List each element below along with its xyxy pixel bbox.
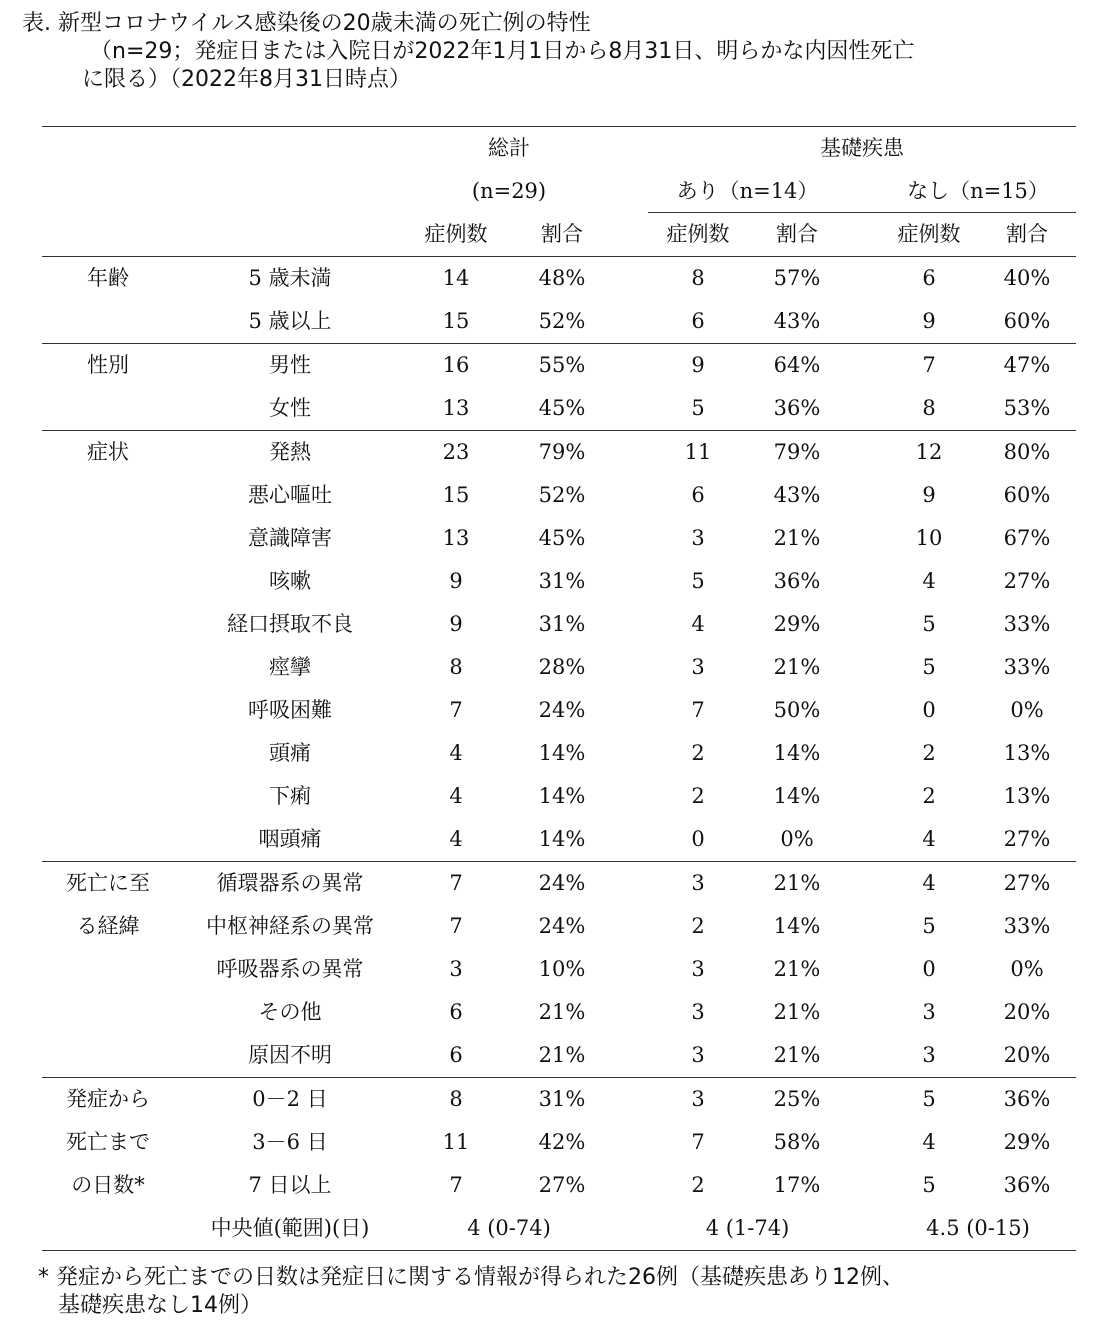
row-label: 中央値(範囲)(日) — [210, 1216, 370, 1240]
ratio-value: 50% — [773, 698, 821, 722]
table-body — [42, 256, 1076, 1251]
row-label: 3－6 日 — [252, 1130, 328, 1154]
table-row — [42, 991, 1076, 1034]
ratio-value: 21% — [773, 1000, 821, 1024]
ratio-value: 43% — [773, 483, 821, 507]
case-count: 6 — [449, 1000, 463, 1024]
case-count: 6 — [922, 266, 936, 290]
ratio-value: 64% — [773, 353, 821, 377]
ratio-value: 21% — [538, 1000, 586, 1024]
section-label: る経緯 — [76, 914, 140, 938]
ratio-value: 14% — [773, 784, 821, 808]
row-label: 7 日以上 — [248, 1173, 332, 1197]
ratio-value: 79% — [773, 440, 821, 464]
ratio-value: 47% — [1003, 353, 1051, 377]
ratio-value: 43% — [773, 309, 821, 333]
table-row — [42, 1078, 1076, 1121]
case-count: 3 — [691, 1043, 705, 1067]
case-count: 7 — [449, 914, 463, 938]
section-group — [42, 256, 1076, 343]
ratio-value: 0% — [1010, 698, 1044, 722]
ratio-value: 33% — [1003, 655, 1051, 679]
case-count: 0 — [922, 957, 936, 981]
ratio-value: 14% — [773, 741, 821, 765]
table-row — [42, 1121, 1076, 1164]
case-count: 6 — [449, 1043, 463, 1067]
section-label: 死亡に至 — [66, 871, 150, 895]
case-count: 0 — [691, 827, 705, 851]
case-count: 4 — [449, 741, 463, 765]
ratio-value: 0% — [1010, 957, 1044, 981]
case-count: 7 — [449, 1173, 463, 1197]
case-count: 4 — [449, 784, 463, 808]
header-row-1 — [42, 127, 1076, 170]
case-count: 3 — [691, 526, 705, 550]
ratio-value: 48% — [538, 266, 586, 290]
footnote-line-1: * 発症から死亡までの日数は発症日に関する情報が得られた26例（基礎疾患あり12例、 — [38, 1265, 904, 1290]
case-count: 6 — [691, 309, 705, 333]
case-count: 9 — [691, 353, 705, 377]
header-ratio-yes: 割合 — [776, 222, 818, 246]
case-count: 5 — [922, 1173, 936, 1197]
ratio-value: 67% — [1003, 526, 1051, 550]
case-count: 15 — [442, 309, 470, 333]
ratio-value: 25% — [773, 1087, 821, 1111]
row-label: 痙攣 — [269, 655, 311, 679]
characteristics-table — [42, 126, 1076, 1251]
ratio-value: 27% — [538, 1173, 586, 1197]
case-count: 2 — [691, 784, 705, 808]
row-label: 循環器系の異常 — [216, 871, 364, 895]
table-row — [42, 560, 1076, 603]
header-total-n: (n=29) — [471, 179, 547, 203]
ratio-value: 24% — [538, 871, 586, 895]
section-group — [42, 430, 1076, 861]
ratio-value: 13% — [1003, 741, 1051, 765]
case-count: 14 — [442, 266, 470, 290]
case-count: 15 — [442, 483, 470, 507]
row-label: 咽頭痛 — [258, 827, 322, 851]
case-count: 2 — [691, 1173, 705, 1197]
case-count: 4 — [922, 827, 936, 851]
row-label: 原因不明 — [248, 1043, 332, 1067]
ratio-value: 36% — [773, 396, 821, 420]
ratio-value: 52% — [538, 483, 586, 507]
case-count: 4 — [449, 827, 463, 851]
case-count: 4 — [922, 569, 936, 593]
header-row-2 — [42, 170, 1076, 213]
case-count: 4 — [922, 1130, 936, 1154]
table-row — [42, 732, 1076, 775]
row-label: 0－2 日 — [252, 1087, 328, 1111]
ratio-value: 45% — [538, 396, 586, 420]
section-label: の日数* — [71, 1173, 145, 1197]
case-count: 9 — [449, 569, 463, 593]
case-count: 7 — [449, 871, 463, 895]
table-row — [42, 775, 1076, 818]
ratio-value: 27% — [1003, 871, 1051, 895]
case-count: 3 — [691, 1087, 705, 1111]
case-count: 23 — [442, 440, 470, 464]
case-count: 5 — [922, 1087, 936, 1111]
header-total: 総計 — [488, 136, 530, 160]
ratio-value: 57% — [773, 266, 821, 290]
case-count: 2 — [691, 914, 705, 938]
header-yes-n: あり（n=14） — [676, 179, 819, 203]
ratio-value: 10% — [538, 957, 586, 981]
ratio-value: 13% — [1003, 784, 1051, 808]
row-label: 男性 — [269, 353, 311, 377]
case-count: 12 — [915, 440, 943, 464]
case-count: 5 — [922, 655, 936, 679]
table-row — [42, 646, 1076, 689]
table-title — [22, 10, 1097, 94]
case-count: 5 — [922, 914, 936, 938]
ratio-value: 40% — [1003, 266, 1051, 290]
case-count: 13 — [442, 396, 470, 420]
section-label: 発症から — [66, 1087, 150, 1111]
ratio-value: 80% — [1003, 440, 1051, 464]
case-count: 9 — [449, 612, 463, 636]
header-row-3 — [42, 213, 1076, 256]
case-count: 7 — [691, 1130, 705, 1154]
ratio-value: 42% — [538, 1130, 586, 1154]
row-label: 発熱 — [269, 440, 311, 464]
table-row — [42, 387, 1076, 430]
ratio-value: 21% — [538, 1043, 586, 1067]
header-underlying: 基礎疾患 — [820, 136, 904, 160]
header-ratio-no: 割合 — [1006, 222, 1048, 246]
ratio-value: 79% — [538, 440, 586, 464]
table-row — [42, 474, 1076, 517]
case-count: 3 — [691, 957, 705, 981]
ratio-value: 14% — [538, 827, 586, 851]
row-label: 5 歳以上 — [248, 309, 332, 333]
row-label: 下痢 — [269, 784, 311, 808]
case-count: 6 — [691, 483, 705, 507]
table-row — [42, 818, 1076, 861]
case-count: 7 — [691, 698, 705, 722]
title-line-3: に限る）（2022年8月31日時点） — [82, 67, 411, 92]
ratio-value: 14% — [773, 914, 821, 938]
case-count: 2 — [922, 784, 936, 808]
row-label: 5 歳未満 — [248, 266, 332, 290]
row-label: 悪心嘔吐 — [248, 483, 332, 507]
table-row — [42, 257, 1076, 300]
title-line-1: 表. 新型コロナウイルス感染後の20歳未満の死亡例の特性 — [22, 11, 591, 36]
case-count: 8 — [922, 396, 936, 420]
case-count: 13 — [442, 526, 470, 550]
footnote — [38, 1264, 1088, 1320]
row-label: 女性 — [269, 396, 311, 420]
ratio-value: 45% — [538, 526, 586, 550]
title-line-2: （n=29；発症日または入院日が2022年1月1日から8月31日、明らかな内因性死亡 — [90, 39, 915, 64]
case-count: 3 — [449, 957, 463, 981]
row-label: 咳嗽 — [269, 569, 311, 593]
case-count: 11 — [442, 1130, 470, 1154]
table-row — [42, 1034, 1076, 1077]
ratio-value: 52% — [538, 309, 586, 333]
case-count: 5 — [691, 569, 705, 593]
ratio-value: 14% — [538, 784, 586, 808]
ratio-value: 27% — [1003, 827, 1051, 851]
median-row — [42, 1207, 1076, 1250]
ratio-value: 27% — [1003, 569, 1051, 593]
median-value: 4.5 (0-15) — [926, 1216, 1030, 1240]
ratio-value: 17% — [773, 1173, 821, 1197]
ratio-value: 31% — [538, 569, 586, 593]
table-row — [42, 862, 1076, 905]
ratio-value: 14% — [538, 741, 586, 765]
case-count: 9 — [922, 483, 936, 507]
case-count: 3 — [691, 1000, 705, 1024]
ratio-value: 29% — [773, 612, 821, 636]
ratio-value: 55% — [538, 353, 586, 377]
case-count: 9 — [922, 309, 936, 333]
ratio-value: 36% — [1003, 1173, 1051, 1197]
case-count: 8 — [449, 1087, 463, 1111]
table-row — [42, 948, 1076, 991]
case-count: 2 — [922, 741, 936, 765]
ratio-value: 60% — [1003, 309, 1051, 333]
case-count: 16 — [442, 353, 470, 377]
case-count: 0 — [922, 698, 936, 722]
ratio-value: 31% — [538, 612, 586, 636]
row-label: 呼吸困難 — [248, 698, 332, 722]
header-cases-yes: 症例数 — [666, 222, 730, 246]
table-row — [42, 1164, 1076, 1207]
ratio-value: 60% — [1003, 483, 1051, 507]
table-row — [42, 517, 1076, 560]
ratio-value: 58% — [773, 1130, 821, 1154]
row-label: 意識障害 — [248, 526, 332, 550]
ratio-value: 33% — [1003, 612, 1051, 636]
ratio-value: 53% — [1003, 396, 1051, 420]
header-cases-no: 症例数 — [897, 222, 961, 246]
ratio-value: 21% — [773, 655, 821, 679]
case-count: 3 — [691, 871, 705, 895]
ratio-value: 21% — [773, 957, 821, 981]
row-label: 呼吸器系の異常 — [216, 957, 364, 981]
row-label: 経口摂取不良 — [227, 612, 353, 636]
header-cases-total: 症例数 — [424, 222, 488, 246]
section-label: 年齢 — [87, 266, 129, 290]
ratio-value: 24% — [538, 698, 586, 722]
section-group — [42, 343, 1076, 430]
ratio-value: 36% — [773, 569, 821, 593]
ratio-value: 21% — [773, 526, 821, 550]
row-label: 頭痛 — [269, 741, 311, 765]
ratio-value: 24% — [538, 914, 586, 938]
section-label: 性別 — [87, 353, 129, 377]
ratio-value: 21% — [773, 871, 821, 895]
case-count: 4 — [922, 871, 936, 895]
table-row — [42, 603, 1076, 646]
ratio-value: 20% — [1003, 1000, 1051, 1024]
case-count: 5 — [922, 612, 936, 636]
section-group — [42, 1077, 1076, 1251]
section-group — [42, 861, 1076, 1077]
case-count: 3 — [922, 1043, 936, 1067]
row-label: 中枢神経系の異常 — [206, 914, 374, 938]
table-row — [42, 344, 1076, 387]
table-row — [42, 689, 1076, 732]
median-value: 4 (0-74) — [467, 1216, 551, 1240]
case-count: 7 — [922, 353, 936, 377]
footnote-line-2: 基礎疾患なし14例） — [58, 1293, 262, 1318]
table-header — [42, 126, 1076, 256]
median-value: 4 (1-74) — [705, 1216, 790, 1240]
header-ratio-total: 割合 — [541, 222, 583, 246]
ratio-value: 21% — [773, 1043, 821, 1067]
section-label: 症状 — [87, 440, 129, 464]
case-count: 4 — [691, 612, 705, 636]
case-count: 3 — [922, 1000, 936, 1024]
row-label: その他 — [258, 1000, 322, 1024]
section-label: 死亡まで — [66, 1130, 150, 1154]
header-no-n: なし（n=15） — [907, 179, 1049, 203]
case-count: 11 — [684, 440, 712, 464]
ratio-value: 28% — [538, 655, 586, 679]
ratio-value: 36% — [1003, 1087, 1051, 1111]
ratio-value: 29% — [1003, 1130, 1051, 1154]
case-count: 10 — [915, 526, 943, 550]
ratio-value: 0% — [780, 827, 814, 851]
case-count: 5 — [691, 396, 705, 420]
case-count: 2 — [691, 741, 705, 765]
table-row — [42, 905, 1076, 948]
case-count: 8 — [691, 266, 705, 290]
case-count: 7 — [449, 698, 463, 722]
case-count: 8 — [449, 655, 463, 679]
table-row — [42, 431, 1076, 474]
ratio-value: 33% — [1003, 914, 1051, 938]
table-row — [42, 300, 1076, 343]
ratio-value: 20% — [1003, 1043, 1051, 1067]
ratio-value: 31% — [538, 1087, 586, 1111]
case-count: 3 — [691, 655, 705, 679]
